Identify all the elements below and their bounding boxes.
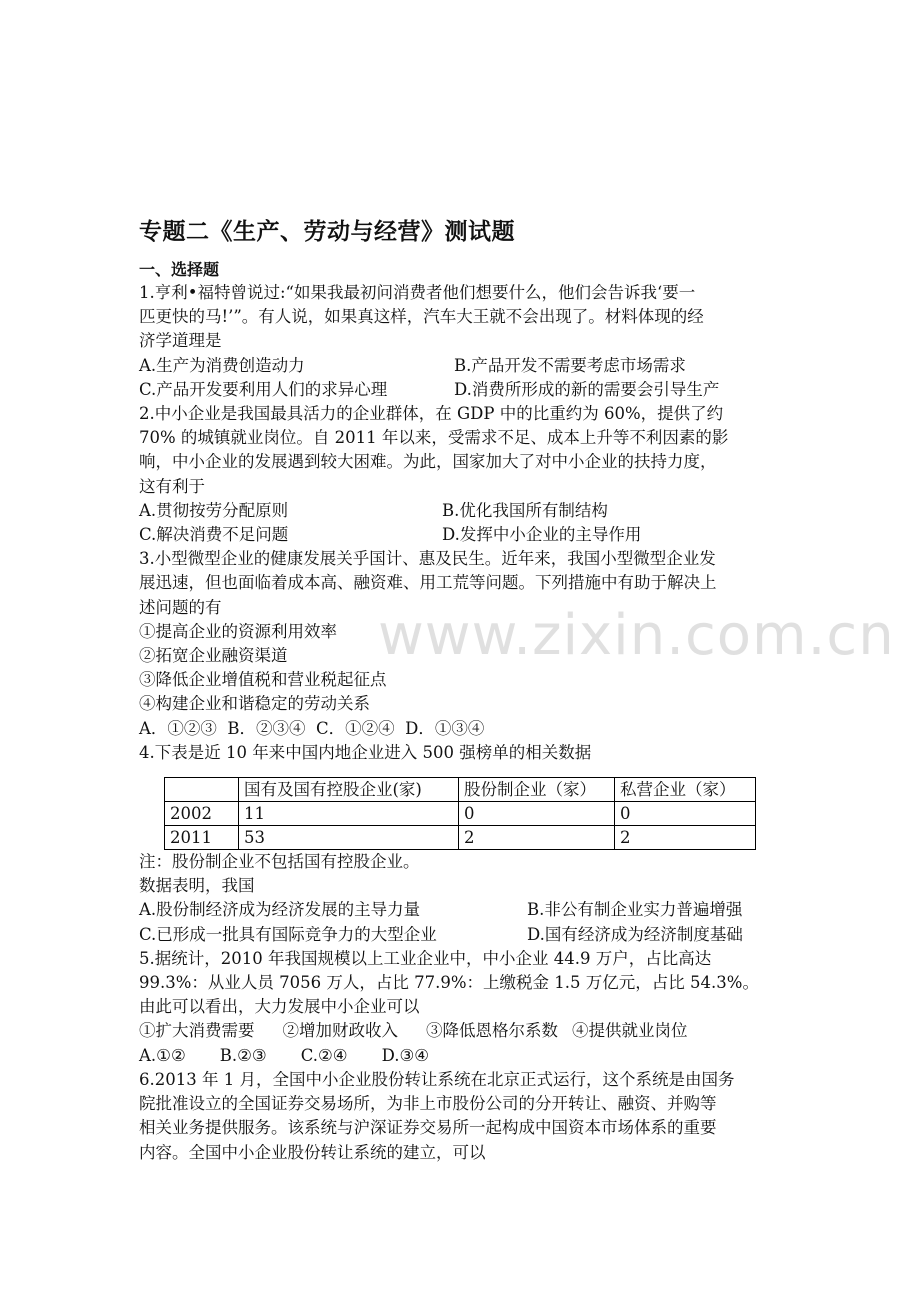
question-3-item: ③降低企业增值税和营业税起征点 <box>139 670 387 690</box>
question-5-line: 5.据统计，2010 年我国规模以上工业企业中，中小企业 44.9 万户，占比高达 <box>139 948 712 968</box>
question-3-item: ①提高企业的资源利用效率 <box>139 621 337 641</box>
table-header-row <box>165 778 756 802</box>
question-1-options-row <box>139 354 789 378</box>
question-5-line: 由此可以看出，大力发展中小企业可以 <box>139 997 420 1017</box>
question-4-lead: 数据表明，我国 <box>139 876 255 896</box>
section-heading: 一、选择题 <box>139 260 220 279</box>
question-4-option-b: B.非公有制企业实力普遍增强 <box>527 900 743 920</box>
question-5-item: ③降低恩格尔系数 <box>426 1021 558 1041</box>
data-table <box>164 777 756 850</box>
question-4-options-row <box>139 923 789 947</box>
table-cell: 2 <box>615 826 756 850</box>
question-1-line: 济学道理是 <box>139 331 222 351</box>
question-2-options-row <box>139 499 789 523</box>
page-title: 专题二《生产、劳动与经营》测试题 <box>139 218 515 245</box>
question-1-options-row <box>139 378 789 402</box>
question-2-options-row <box>139 523 789 547</box>
table-header-cell: 股份制企业（家） <box>459 778 615 802</box>
question-2-line: 响，中小企业的发展遇到较大困难。为此，国家加大了对中小企业的扶持力度， <box>139 452 717 472</box>
question-6 <box>139 1068 789 1165</box>
table-row <box>165 802 756 826</box>
table-cell: 11 <box>239 802 459 826</box>
question-5-option: A.①② <box>139 1045 186 1065</box>
question-6-line: 院批准设立的全国证券交易场所，为非上市股份公司的分开转让、融资、并购等 <box>139 1094 717 1114</box>
question-4-option-d: D.国有经济成为经济制度基础 <box>527 924 743 944</box>
question-2-option-c: C.解决消费不足问题 <box>139 525 289 545</box>
table-header-cell <box>165 778 239 802</box>
question-3-line: 展迅速，但也面临着成本高、融资难、用工荒等问题。下列措施中有助于解决上 <box>139 573 717 593</box>
question-5-option: C.②④ <box>300 1045 348 1065</box>
question-5-items-row <box>139 1019 789 1043</box>
question-1-option-a: A.生产为消费创造动力 <box>139 355 305 375</box>
question-2-line: 这有利于 <box>139 476 205 496</box>
question-1 <box>139 281 789 402</box>
question-1-option-b: B.产品开发不需要考虑市场需求 <box>454 355 686 375</box>
watermark: www.zixin.com.cn <box>378 603 895 668</box>
question-6-line: 6.2013 年 1 月，全国中小企业股份转让系统在北京正式运行，这个系统是由国务 <box>139 1069 735 1089</box>
table-header-cell: 私营企业（家） <box>615 778 756 802</box>
question-3-line: 3.小型微型企业的健康发展关乎国计、惠及民生。近年来，我国小型微型企业发 <box>139 549 716 569</box>
question-list <box>139 281 789 1165</box>
question-5-item: ④提供就业岗位 <box>572 1021 688 1041</box>
table-header-cell: 国有及国有控股企业(家) <box>239 778 459 802</box>
question-5-option: B.②③ <box>219 1045 267 1065</box>
question-4-stem: 4.下表是近 10 年来中国内地企业进入 500 强榜单的相关数据 <box>139 742 592 762</box>
question-3-item: ④构建企业和谐稳定的劳动关系 <box>139 694 370 714</box>
question-1-option-d: D.消费所形成的新的需要会引导生产 <box>454 379 720 399</box>
question-2-option-d: D.发挥中小企业的主导作用 <box>442 525 642 545</box>
question-1-line: 1.亨利•福特曾说过:“如果我最初问消费者他们想要什么，他们会告诉我‘要一 <box>139 283 696 302</box>
question-2-option-a: A.贯彻按劳分配原则 <box>139 500 289 520</box>
question-5 <box>139 947 789 1068</box>
question-4 <box>139 741 789 947</box>
table-row <box>165 826 756 850</box>
table-cell: 2002 <box>165 802 239 826</box>
question-5-item: ②增加财政收入 <box>282 1021 398 1041</box>
table-note: 注：股份制企业不包括国有控股企业。 <box>139 852 420 872</box>
table-cell: 2011 <box>165 826 239 850</box>
question-3-options: A．①②③ B．②③④ C．①②④ D．①③④ <box>139 718 485 738</box>
table-cell: 2 <box>459 826 615 850</box>
question-4-option-c: C.已形成一批具有国际竞争力的大型企业 <box>139 924 437 944</box>
question-5-options-row <box>139 1044 789 1068</box>
question-1-line: 匹更快的马!’”。有人说，如果真这样，汽车大王就不会出现了。材料体现的经 <box>139 307 704 327</box>
question-2 <box>139 402 789 547</box>
question-2-line: 70% 的城镇就业岗位。自 2011 年以来，受需求不足、成本上升等不利因素的影 <box>139 428 729 448</box>
question-2-line: 2.中小企业是我国最具活力的企业群体，在 GDP 中的比重约为 60%，提供了约 <box>139 404 724 424</box>
question-3-item: ②拓宽企业融资渠道 <box>139 646 288 666</box>
question-1-option-c: C.产品开发要利用人们的求异心理 <box>139 379 388 399</box>
question-6-line: 相关业务提供服务。该系统与沪深证券交易所一起构成中国资本市场体系的重要 <box>139 1118 717 1138</box>
question-6-line: 内容。全国中小企业股份转让系统的建立，可以 <box>139 1142 486 1162</box>
table-cell: 53 <box>239 826 459 850</box>
question-4-option-a: A.股份制经济成为经济发展的主导力量 <box>139 900 421 920</box>
question-3 <box>139 547 789 741</box>
question-5-item: ①扩大消费需要 <box>139 1021 255 1041</box>
table-cell: 0 <box>459 802 615 826</box>
table-cell: 0 <box>615 802 756 826</box>
question-5-line: 99.3%：从业人员 7056 万人，占比 77.9%：上缴税金 1.5 万亿元，占比 54.3%。 <box>139 973 759 993</box>
question-3-line: 述问题的有 <box>139 597 222 617</box>
question-2-option-b: B.优化我国所有制结构 <box>442 500 608 520</box>
question-4-options-row <box>139 898 789 922</box>
question-5-option: D.③④ <box>381 1045 430 1065</box>
